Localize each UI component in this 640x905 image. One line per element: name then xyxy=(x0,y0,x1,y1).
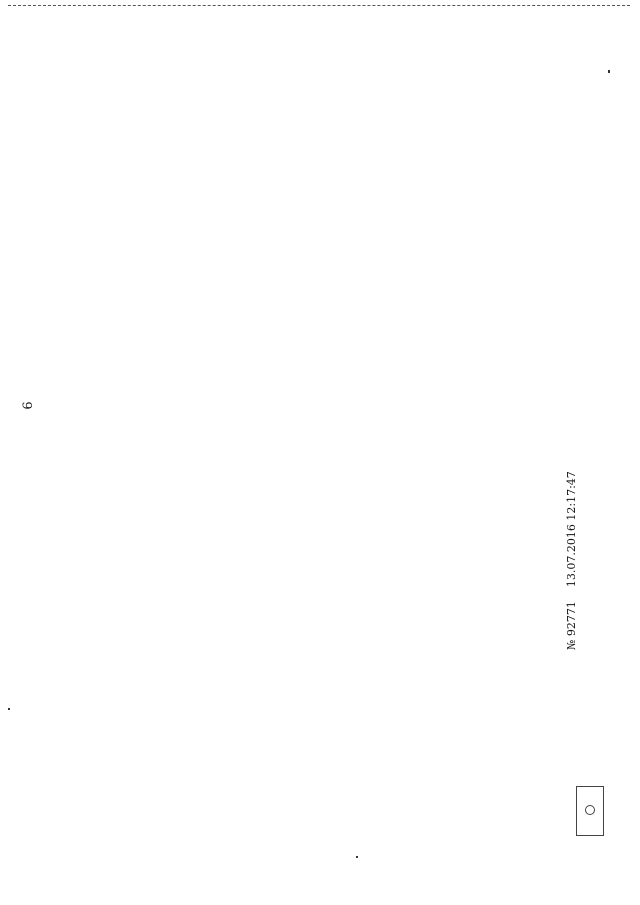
document-datetime: 13.07.2016 12:17:47 xyxy=(565,471,578,588)
scan-speck xyxy=(8,708,10,710)
scan-speck xyxy=(608,70,610,73)
seal-stamp xyxy=(576,786,604,836)
scan-speck xyxy=(356,856,358,858)
seal-circle-icon xyxy=(585,805,595,815)
page-number: 9 xyxy=(18,401,34,410)
scan-top-edge xyxy=(8,5,630,6)
document-footer xyxy=(565,410,578,650)
document-number: № 92771 xyxy=(565,601,578,650)
